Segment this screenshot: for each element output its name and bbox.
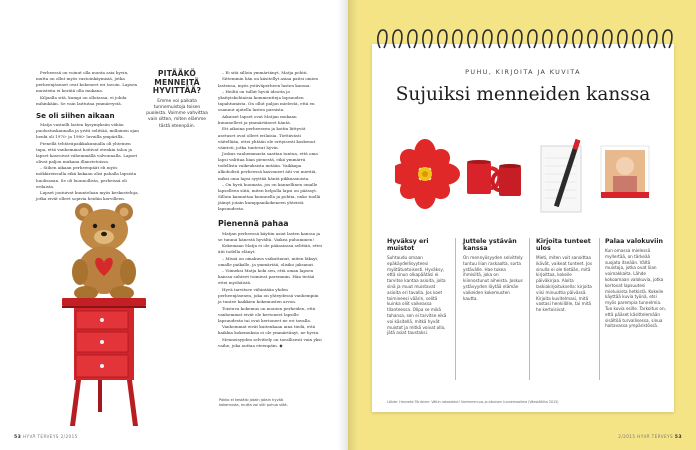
spiral-ring [423,30,432,48]
spiral-ring [378,30,387,48]
tip-text: Kun omassa mielessä myllertää, on tärkeää suojata itseään. Vältä muistoja, jotka ovat liian voimakkaita. Lähde kokoamaan valokuvia, jotka kertovat lapsuutesi mieluisista hetkistä. Kokeile käyttää kuvia työnä, etsi myös parempia tunnelmia. Tuo kuvia esille. Tarkoitus on, että pääset käsittelemään sisältöä turvallisessa, sinua hoitavassa ympäristössä. [605,248,666,329]
spiral-ring [393,30,402,48]
article-column-1 [36,70,140,203]
body-paragraph: – On hyvä huomata, jos on kannellinen omalle lapselleen siitä, miten helpolla lapsi on päässyt. Silloin kannattaa kuunnella ja pohtia, onko tuollä jäänyt jotain kumppanikokeneen yhteistä lapsuudesta. [218,182,321,212]
tip-text: Suhtaudu omaan epäkäydellisyyteesi myötätuntoisesti. Hyväksy, että sinun olkapäätäsi ei tarvitse kantaa asioita, joita sinä ja muut muistavat asioita eri tavalla. Jos koet toimineesi väärin, selitä kuinka oliit vaikeassa tilanteessa. Olipa se mikä tahansa, sen ei tarvitse eikä voi käsitellä, mitkä hyvät muistot ja mitkä voivat olla, jätä asiat taustaksi. [387,255,447,336]
spiral-ring [663,30,672,48]
tip-heading: Palaa valokuviin [605,238,663,245]
tip-column-1 [387,238,448,336]
article-column-2 [218,70,322,349]
tip-column-4 [605,238,666,329]
spiral-ring [543,30,552,48]
tip-text: Mieti, miten voit sanoittaa ikävät, vaikeat tunteet. Jos sinulla ei ole tietään, mitä kirjoittaa, kokeile päiväkirjaa. Aloita laskiakirjoituksella: kirjoita viisi minuuttia päivässä. Kirjoita kuvitelmasi, mitä vastasi henkilölle, tai mitä he kertoisivat. [536,255,593,313]
spiral-ring [483,30,492,48]
spiral-ring [453,30,462,48]
tip-heading: Hyväksy eri muistot [387,238,429,252]
body-paragraph: Kokemaan Matja ei ole pääasiassa selittää, ettei äiti todella elänyt. [218,243,322,255]
spiral-ring [438,30,447,48]
column-divider [455,238,456,380]
notepad-card [372,44,674,412]
body-paragraph: Hyvä tarvitsee vähintään yhden perheenjäsenen, joka on yhteydessä vanhempiin ja tuntee kaikkien kokemusten arvon. [218,286,319,305]
flower-icon [395,139,460,209]
source-footnote: Lähde: Hanneke Törrönen: Vältin rakastetut! Vanhemmuus ja aikuisen tunnemaailma (Väestöliitto 2015) [387,400,559,404]
notebook-pen-icon [541,139,581,212]
body-paragraph: Sittemmin hän on käsitellyt asiaa paitsi omien lastensa, myös ystäväperheen lasten kanssa. [218,76,319,88]
spiral-ring [618,30,627,48]
photo-frame-icon [601,146,649,198]
folio-right [618,434,682,440]
body-paragraph: Ett aikoina perheeseen ja koitin liittyvät asetuset ovat olleet erilaisia. Tiettävästi väitellään, ettei yhtään ole erityisesti koskenut vääristi, jotka tuntevat hyvin. [218,126,316,150]
spiral-ring [633,30,642,48]
magazine-issue-right: 2/2015 HYVÄ TERVEYS [618,434,674,439]
spiral-binding-icon [372,26,674,56]
illustration-strip [395,132,655,222]
tip-column-3 [536,238,597,313]
body-paragraph: Matjan perheessä käytiin asiat lasten kanssa ja se tunnui hänestä hyvältä. Vaikea puhuminen! [218,230,321,242]
spiral-ring [648,30,657,48]
spiral-ring [558,30,567,48]
spiral-ring [588,30,597,48]
spiral-ring [513,30,522,48]
body-paragraph: – Heiltä on tullut hyviä ideoita ja yksityiskohtaisia kommentteja lapsuuden tapahtumista. On ollut paljon mielestä, että en osannut ajatella lasten paraista. [218,89,315,113]
page-number-left: 53 [14,435,22,440]
spiral-ring [573,30,582,48]
body-paragraph: – Viimeksi Matja koki sen, että oman lapsen kanssa suhteet toimivat paremmin. Hän tietää ettei myöhäistä. [218,268,315,286]
pullquote-title: PITÄÄKÖ MENNEITÄ HYVITTÄÄ? [152,69,202,96]
tip-text: On mennyösyyden selvittely tuntuu liian raskaalta, sorta ystävälle. Hae tukea ihmisiltä, joka on kiinnostunut aiheista. Joskus ystävyyden löytää elämän vaikeiden kokemusten kautta. [463,255,523,301]
intro-paragraph-2: Kiljaalla sitä, kumpi on ollutassa, ei johda mihinkään. Se vain laittutaa ymmärrystä. [36,94,127,106]
body-paragraph: Aikuiset lapset ovat Matjan mukaan kuunnelleet ja ymmärtäneet häntä. [218,113,297,125]
section-heading-aikaan: Se oli siihen aikaan [36,110,115,120]
spiral-ring [603,30,612,48]
body-paragraph: Matja vastailli lasten kysymyksiin vähän puolustuskannalla ja yritti selittää, millainen ajan henki oli 1970- ja 1980- luvuilla ympärillä. [36,121,139,140]
spiral-ring [468,30,477,48]
body-paragraph: Lapset joutuivat kuuntelaan myös keskusteluja, jotka eivät olleet sopivia heidän korvilleen. [36,190,139,202]
section-kicker: PUHU, KIRJOITA JA KUVITA [465,68,581,76]
column-divider [599,238,600,380]
page-number-right: 53 [674,435,682,440]
section-title: Sujuiksi menneiden kanssa [395,84,651,105]
column-divider [529,238,530,380]
folio-left [14,434,78,440]
right-page [348,0,696,450]
body-paragraph: – Ei sitä silloin ymmärtänyt, Matja pohtii. [222,70,308,75]
body-paragraph: Vanhemmat eivät kuitenkaan aina tiedä, että kaikkia kokemuksia ei ole ymmärtänyt, ne hyvin. [218,324,320,336]
pullquote-text: Emme voi paikata tunnemuistoja toisen puolesta. Voimme vahvittaa vain sitten, miten elämme tästä eteenpäin. [146,98,208,129]
mugs-icon [467,160,521,196]
tip-heading: Kirjoita tunteet ulos [536,238,591,252]
photo-caption: Pakko ei kestäisi jotain jotain hyvää kokemusta, mutta voi silti puhua siitä. [219,398,288,407]
body-paragraph: – Missä on omakuva vaikuttanut, miten läksyt, omalle paikalle, ja ymmärtää, olisiko jaksanut. [218,255,319,267]
spiral-ring [498,30,507,48]
tip-heading: Juttele ystävän kanssa [463,238,517,252]
body-paragraph: – Siihen aikaan perheenpäät eli myös mökkireissulla eikä kukaan olisi pahalla lapsista huolissaan. Se oli luonnollista, perheissä oli erilaista. [36,165,137,189]
intro-paragraph-1: Perheessä on voinut olla monta asia hyvin, mutta on ollut myös vastoinkäymisiä, jotka perheenjäsenet ovat kokeneet eri tavoin. Lapsen muisteita ei kerätä olla mukana. [36,70,138,94]
body-paragraph: Menneisyyden selvittely on tavallisesti vain yksi vaihe, joka auttaa eteenpäin. ◆ [218,336,322,348]
spiral-ring [408,30,417,48]
body-paragraph: Toistuva kokemus on monien perheiden, että vanhemmat eivät ole kertoneet lapsille lapsuudesta tai ovat kertoneet ne eri tavalla. [218,305,316,323]
tip-column-2 [463,238,524,301]
teddy-bear-table-photo [44,190,164,430]
spiral-ring [528,30,537,48]
body-paragraph: Pienellä tehtäväpaikkakunnalla oli yhteinen tapa, että vanhemmat hoitivat etenkin taloa ja lapset kasvoivat vähemmällä valvonnalla. Lapset olivat paljon mukana illanvietoissa. [36,140,138,164]
magazine-issue-left: HYVÄ TERVEYS 2/2015 [22,434,78,439]
body-paragraph: Joskus vanhemmasta saattaa tuntua, että oma lapsi valittaa liian pienestä, eikä ymmärrä todellista vaikeuksista mitään. Vaikkapa alkoholisti perheessä kasvaneet äiti voi miettiä, miksi oma lapsi syyttää häntä pikkuasioista. [218,151,318,181]
pullquote [146,70,208,130]
section-heading-pienenna-pahaa: Pienennä pahaa [218,218,289,228]
